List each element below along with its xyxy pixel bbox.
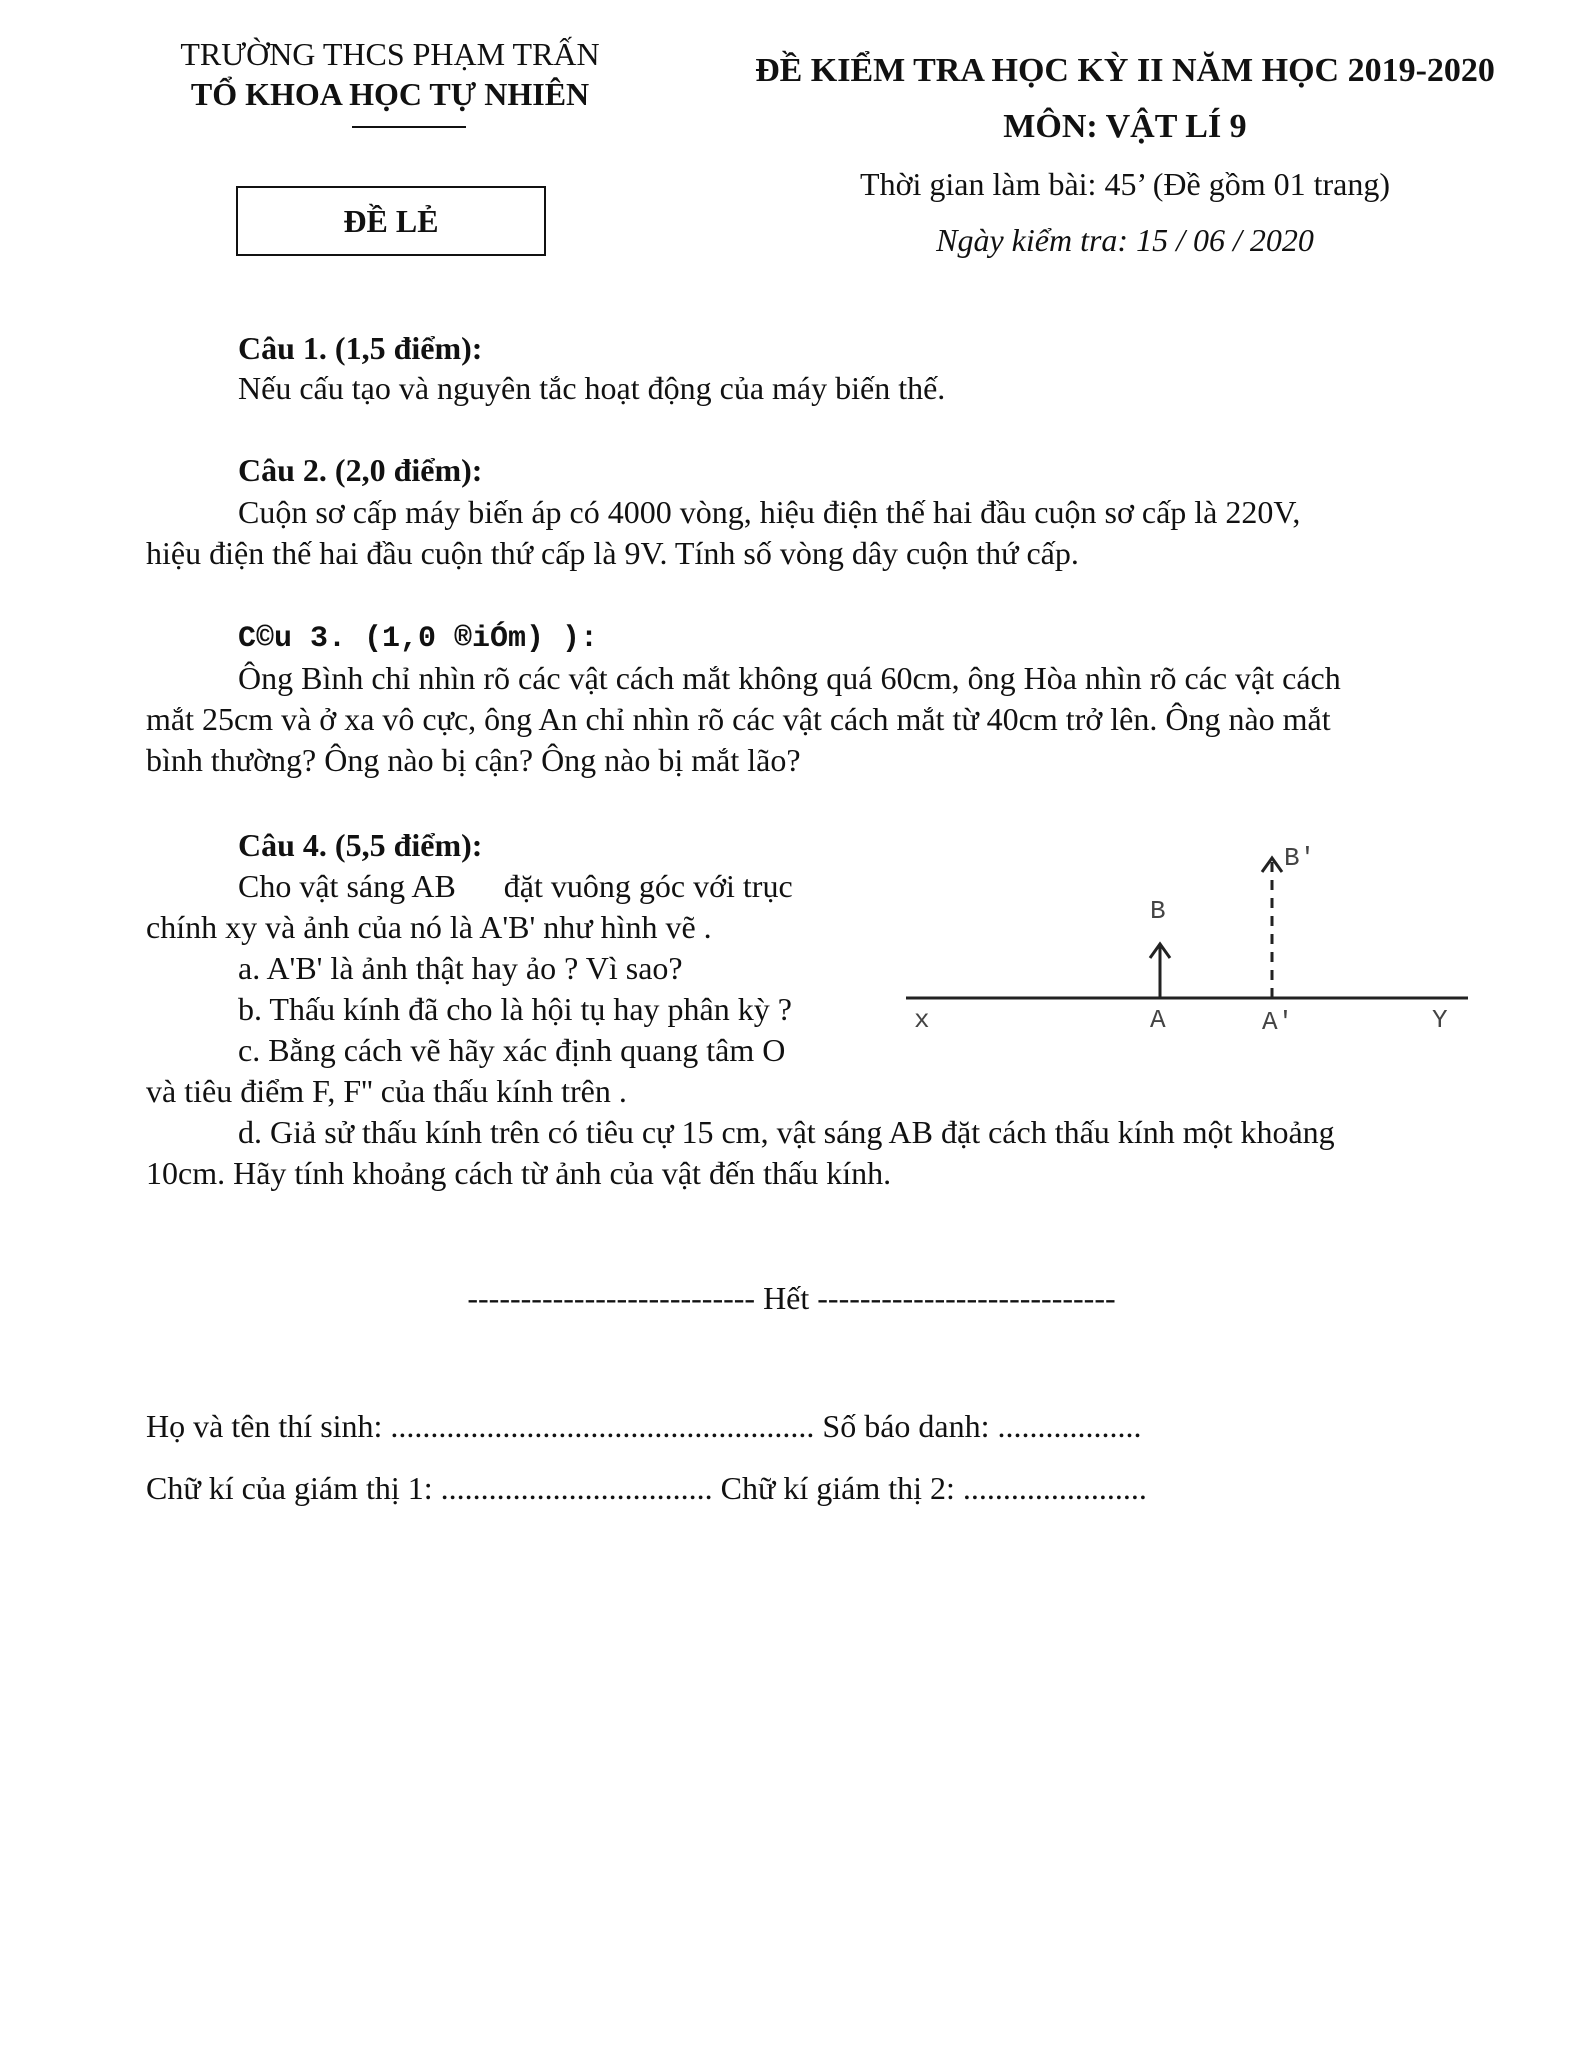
end-of-exam-marker: --------------------------- Hết ----------------------------: [467, 1280, 1116, 1316]
question-3-text-line-1: Ông Bình chỉ nhìn rõ các vật cách mắt không quá 60cm, ông Hòa nhìn rõ các vật cách: [238, 660, 1341, 696]
exam-variant-box: [236, 186, 546, 256]
department-name: TỔ KHOA HỌC TỰ NHIÊN: [190, 76, 590, 112]
label-a-prime: A': [1262, 1007, 1294, 1037]
candidate-info-line: Họ và tên thí sinh: ..................................................... Số báo danh: ..................: [146, 1408, 1142, 1444]
question-4-text-line-1: Cho vật sáng AB đặt vuông góc với trục: [238, 868, 793, 904]
question-1-heading: Câu 1. (1,5 điểm):: [238, 330, 483, 366]
question-3-text-line-3: bình thường? Ông nào bị cận? Ông nào bị mắt lão?: [146, 742, 801, 778]
question-4-part-c-line-2: và tiêu điểm F, F'' của thấu kính trên .: [146, 1073, 627, 1109]
question-4-part-a: a. A'B' là ảnh thật hay ảo ? Vì sao?: [238, 950, 683, 986]
label-b: B: [1150, 896, 1166, 926]
question-4-part-d-line-2: 10cm. Hãy tính khoảng cách từ ảnh của vật đến thấu kính.: [146, 1155, 892, 1191]
invigilator-signature-line: Chữ kí của giám thị 1: .................................. Chữ kí giám thị 2: .......................: [146, 1470, 1147, 1506]
optics-figure: [880, 830, 1500, 1040]
question-4-text-line-2: chính xy và ảnh của nó là A'B' như hình vẽ .: [146, 909, 712, 945]
question-4-heading: Câu 4. (5,5 điểm):: [238, 827, 483, 863]
department-underline: [352, 126, 466, 128]
question-4-part-d-line-1: d. Giả sử thấu kính trên có tiêu cự 15 cm, vật sáng AB đặt cách thấu kính một khoảng: [238, 1114, 1335, 1150]
question-3-heading: C©u 3. (1,0 ®iÓm) ):: [238, 622, 599, 656]
exam-title: ĐỀ KIỂM TRA HỌC KỲ II NĂM HỌC 2019-2020: [755, 52, 1495, 89]
question-4-part-b: b. Thấu kính đã cho là hội tụ hay phân kỳ ?: [238, 991, 792, 1027]
label-x: x: [914, 1005, 930, 1035]
school-name: TRƯỜNG THCS PHẠM TRẤN: [180, 36, 600, 72]
question-1-text: Nếu cấu tạo và nguyên tắc hoạt động của máy biến thế.: [238, 370, 946, 406]
question-3-text-line-2: mắt 25cm và ở xa vô cực, ông An chỉ nhìn rõ các vật cách mắt từ 40cm trở lên. Ông nào mắt: [146, 701, 1331, 737]
label-a: A: [1150, 1005, 1166, 1035]
question-2-text-line-2: hiệu điện thế hai đầu cuộn thứ cấp là 9V. Tính số vòng dây cuộn thứ cấp.: [146, 535, 1079, 571]
question-4-part-c-line-1: c. Bằng cách vẽ hãy xác định quang tâm O: [238, 1032, 786, 1068]
exam-duration: Thời gian làm bài: 45’ (Đề gồm 01 trang): [860, 166, 1390, 202]
exam-date: Ngày kiểm tra: 15 / 06 / 2020: [936, 222, 1314, 258]
exam-variant-label: ĐỀ LẺ: [343, 202, 439, 239]
label-y: Y: [1432, 1005, 1448, 1035]
question-2-heading: Câu 2. (2,0 điểm):: [238, 452, 483, 488]
question-2-text-line-1: Cuộn sơ cấp máy biến áp có 4000 vòng, hiệu điện thế hai đầu cuộn sơ cấp là 220V,: [238, 494, 1301, 530]
exam-subject: MÔN: VẬT LÍ 9: [1003, 108, 1247, 145]
label-b-prime: B': [1284, 843, 1316, 873]
